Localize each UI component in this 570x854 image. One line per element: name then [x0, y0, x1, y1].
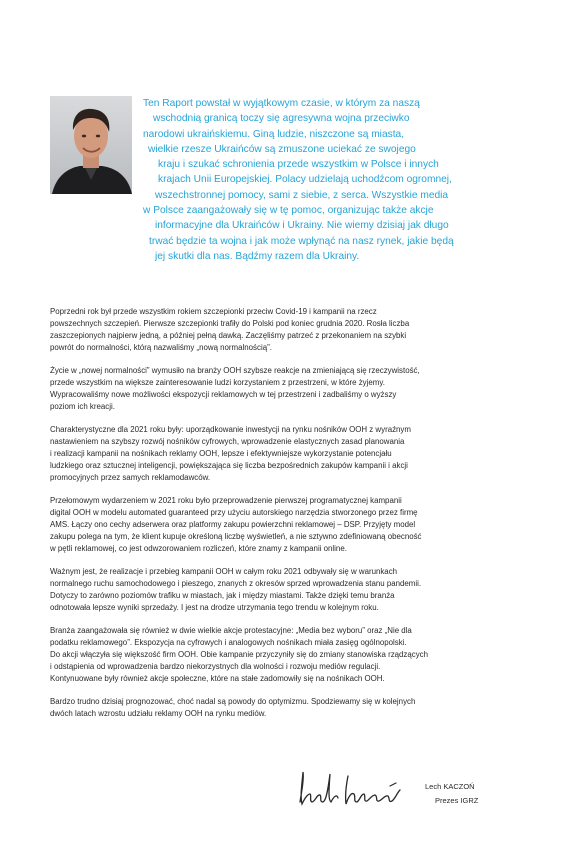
paragraph-line: poziom ich kreacji.: [50, 402, 115, 411]
paragraph-line: Dotyczy to zarówno poziomów trafiku w miastach, jak i między miastami. Także dzięki temu branża: [50, 591, 395, 600]
paragraph-line: zaszczepionych najpierw jedną, a później pełną dawką. Zaczęliśmy patrzeć z przekonaniem na szybki: [50, 331, 407, 340]
paragraph: [50, 566, 525, 614]
paragraph-line: normalnego ruchu samochodowego i pieszego, znanych z okresów sprzed wprowadzenia stanu pandemii.: [50, 579, 422, 588]
intro-line: kraju i szukać schronienia przede wszystkim w Polsce i innych: [158, 159, 439, 171]
paragraph-line: Życie w „nowej normalności” wymusiło na branży OOH szybsze reakcje na zmieniającą się rzeczywistość,: [50, 366, 420, 375]
paragraph: [50, 365, 525, 413]
paragraph-line: dwóch latach wzrostu udziału reklamy OOH na rynku mediów.: [50, 709, 267, 718]
signature-name: Lech KACZOŃ: [425, 782, 475, 791]
paragraph-line: podatku reklamowego”. Ekspozycja na cyfrowych i analogowych nośnikach miała zasięg ogólnopolski.: [50, 638, 407, 647]
paragraph: [50, 625, 525, 685]
paragraph-line: Bardzo trudno dzisiaj prognozować, choć nadal są powody do optymizmu. Spodziewamy się w kolejnych: [50, 697, 416, 706]
intro-line: krajach Unii Europejskiej. Polacy udzielają uchodźcom ogromnej,: [158, 174, 452, 186]
paragraph-line: AMS. Łączy ono cechy adserwera oraz platformy zakupu powierzchni reklamowej – DSP. Przyjęty model: [50, 520, 416, 529]
paragraph-line: powrót do normalności, którą nazwaliśmy „nową normalnością”.: [50, 343, 272, 352]
intro-text: [143, 96, 523, 264]
author-photo: [50, 96, 132, 194]
paragraph: [50, 696, 525, 720]
paragraph-line: Charakterystyczne dla 2021 roku były: uporządkowanie inwestycji na rynku nośników OOH z wyraźnym: [50, 425, 411, 434]
paragraph-line: powszechnych szczepień. Pierwsze szczepionki trafiły do Polski pod koniec grudnia 2020. Rosła liczba: [50, 319, 410, 328]
intro-line: w Polsce zaangażowały się w tę pomoc, organizując także akcje: [143, 205, 434, 217]
paragraph-line: ludzkiego oraz sztucznej inteligencji, powiększająca się liczba bezpośrednich zakupów kampanii i akcji: [50, 461, 408, 470]
handwritten-signature: [290, 764, 415, 814]
portrait-image: [50, 96, 132, 194]
paragraph-line: nastawieniem na szybszy rozwój nośników cyfrowych, wprowadzenie elastycznych zasad planowania: [50, 437, 405, 446]
signature-title: Prezes IGRZ: [435, 796, 479, 805]
paragraph: [50, 424, 525, 484]
paragraph-line: i odstąpienia od wprowadzenia bardzo niekorzystnych dla wolności i rozwoju mediów regulacji.: [50, 662, 381, 671]
intro-line: trwać będzie ta wojna i jak może wpłynąć na nasz rynek, jakie będą: [149, 235, 454, 247]
intro-line: informacyjne dla Ukraińców i Ukrainy. Nie wiemy dzisiaj jak długo: [155, 220, 449, 232]
paragraph-line: w pętli reklamowej, co jest odwzorowaniem rozliczeń, które znamy z kampanii online.: [50, 544, 347, 553]
paragraph-line: zakupu polega na tym, że klient kupuje określoną liczbę wyświetleń, a nie sztywno zdefiniowaną obecność: [50, 532, 422, 541]
paragraph-line: przede wszystkim na większe zainteresowanie ludzi korzystaniem z przestrzeni, w które żyjemy.: [50, 378, 385, 387]
paragraph-line: Do akcji włączyła się większość firm OOH. Obie kampanie przyczyniły się do zmiany stanowiska rządzących: [50, 650, 428, 659]
paragraph-line: Ważnym jest, że realizacje i przebieg kampanii OOH w całym roku 2021 odbywały się w warunkach: [50, 567, 398, 576]
paragraph: [50, 306, 525, 354]
paragraph-line: Branża zaangażowała się również w dwie wielkie akcje protestacyjne: „Media bez wyboru” oraz „Nie dla: [50, 626, 412, 635]
paragraph-line: Przełomowym wydarzeniem w 2021 roku było przeprowadzenie pierwszej programatycznej kampanii: [50, 496, 402, 505]
paragraph-line: digital OOH w modelu automated guaranteed przy użyciu autorskiego narzędzia stworzonego przez firmę: [50, 508, 418, 517]
intro-line: narodowi ukraińskiemu. Giną ludzie, niszczone są miasta,: [143, 128, 405, 140]
paragraph-line: Wypracowaliśmy nowe możliwości ekspozycji reklamowych w tej przestrzeni i zadbaliśmy o wyższy: [50, 390, 397, 399]
paragraph-line: odnotowała lepsze wyniki sprzedaży. I jest na drodze utrzymania tego trendu w kolejnym roku.: [50, 603, 379, 612]
body-text: [50, 306, 525, 731]
signature-block: [290, 764, 530, 814]
intro-line: wszechstronnej pomocy, sami z siebie, z serca. Wszystkie media: [155, 189, 449, 201]
intro-line: wschodnią granicą toczy się agresywna wojna przeciwko: [153, 113, 410, 125]
paragraph: [50, 495, 525, 555]
paragraph-line: i realizacji kampanii na nośnikach reklamy OOH, lepsze i efektywniejsze wykorzystanie potencjału: [50, 449, 392, 458]
intro-line: Ten Raport powstał w wyjątkowym czasie, w którym za naszą: [143, 98, 420, 109]
paragraph-line: promocyjnych przez samych reklamodawców.: [50, 473, 211, 482]
paragraph-line: Kontynuowane były również akcje społeczne, które na stałe zadomowiły się na nośnikach OOH.: [50, 674, 385, 683]
intro-line: wielkie rzesze Ukraińców są zmuszone uciekać ze swojego: [148, 143, 416, 155]
intro-line: jej skutki dla nas. Bądźmy razem dla Ukrainy.: [155, 250, 360, 262]
paragraph-line: Poprzedni rok był przede wszystkim rokiem szczepionki przeciw Covid-19 i kampanii na rzecz: [50, 307, 377, 316]
